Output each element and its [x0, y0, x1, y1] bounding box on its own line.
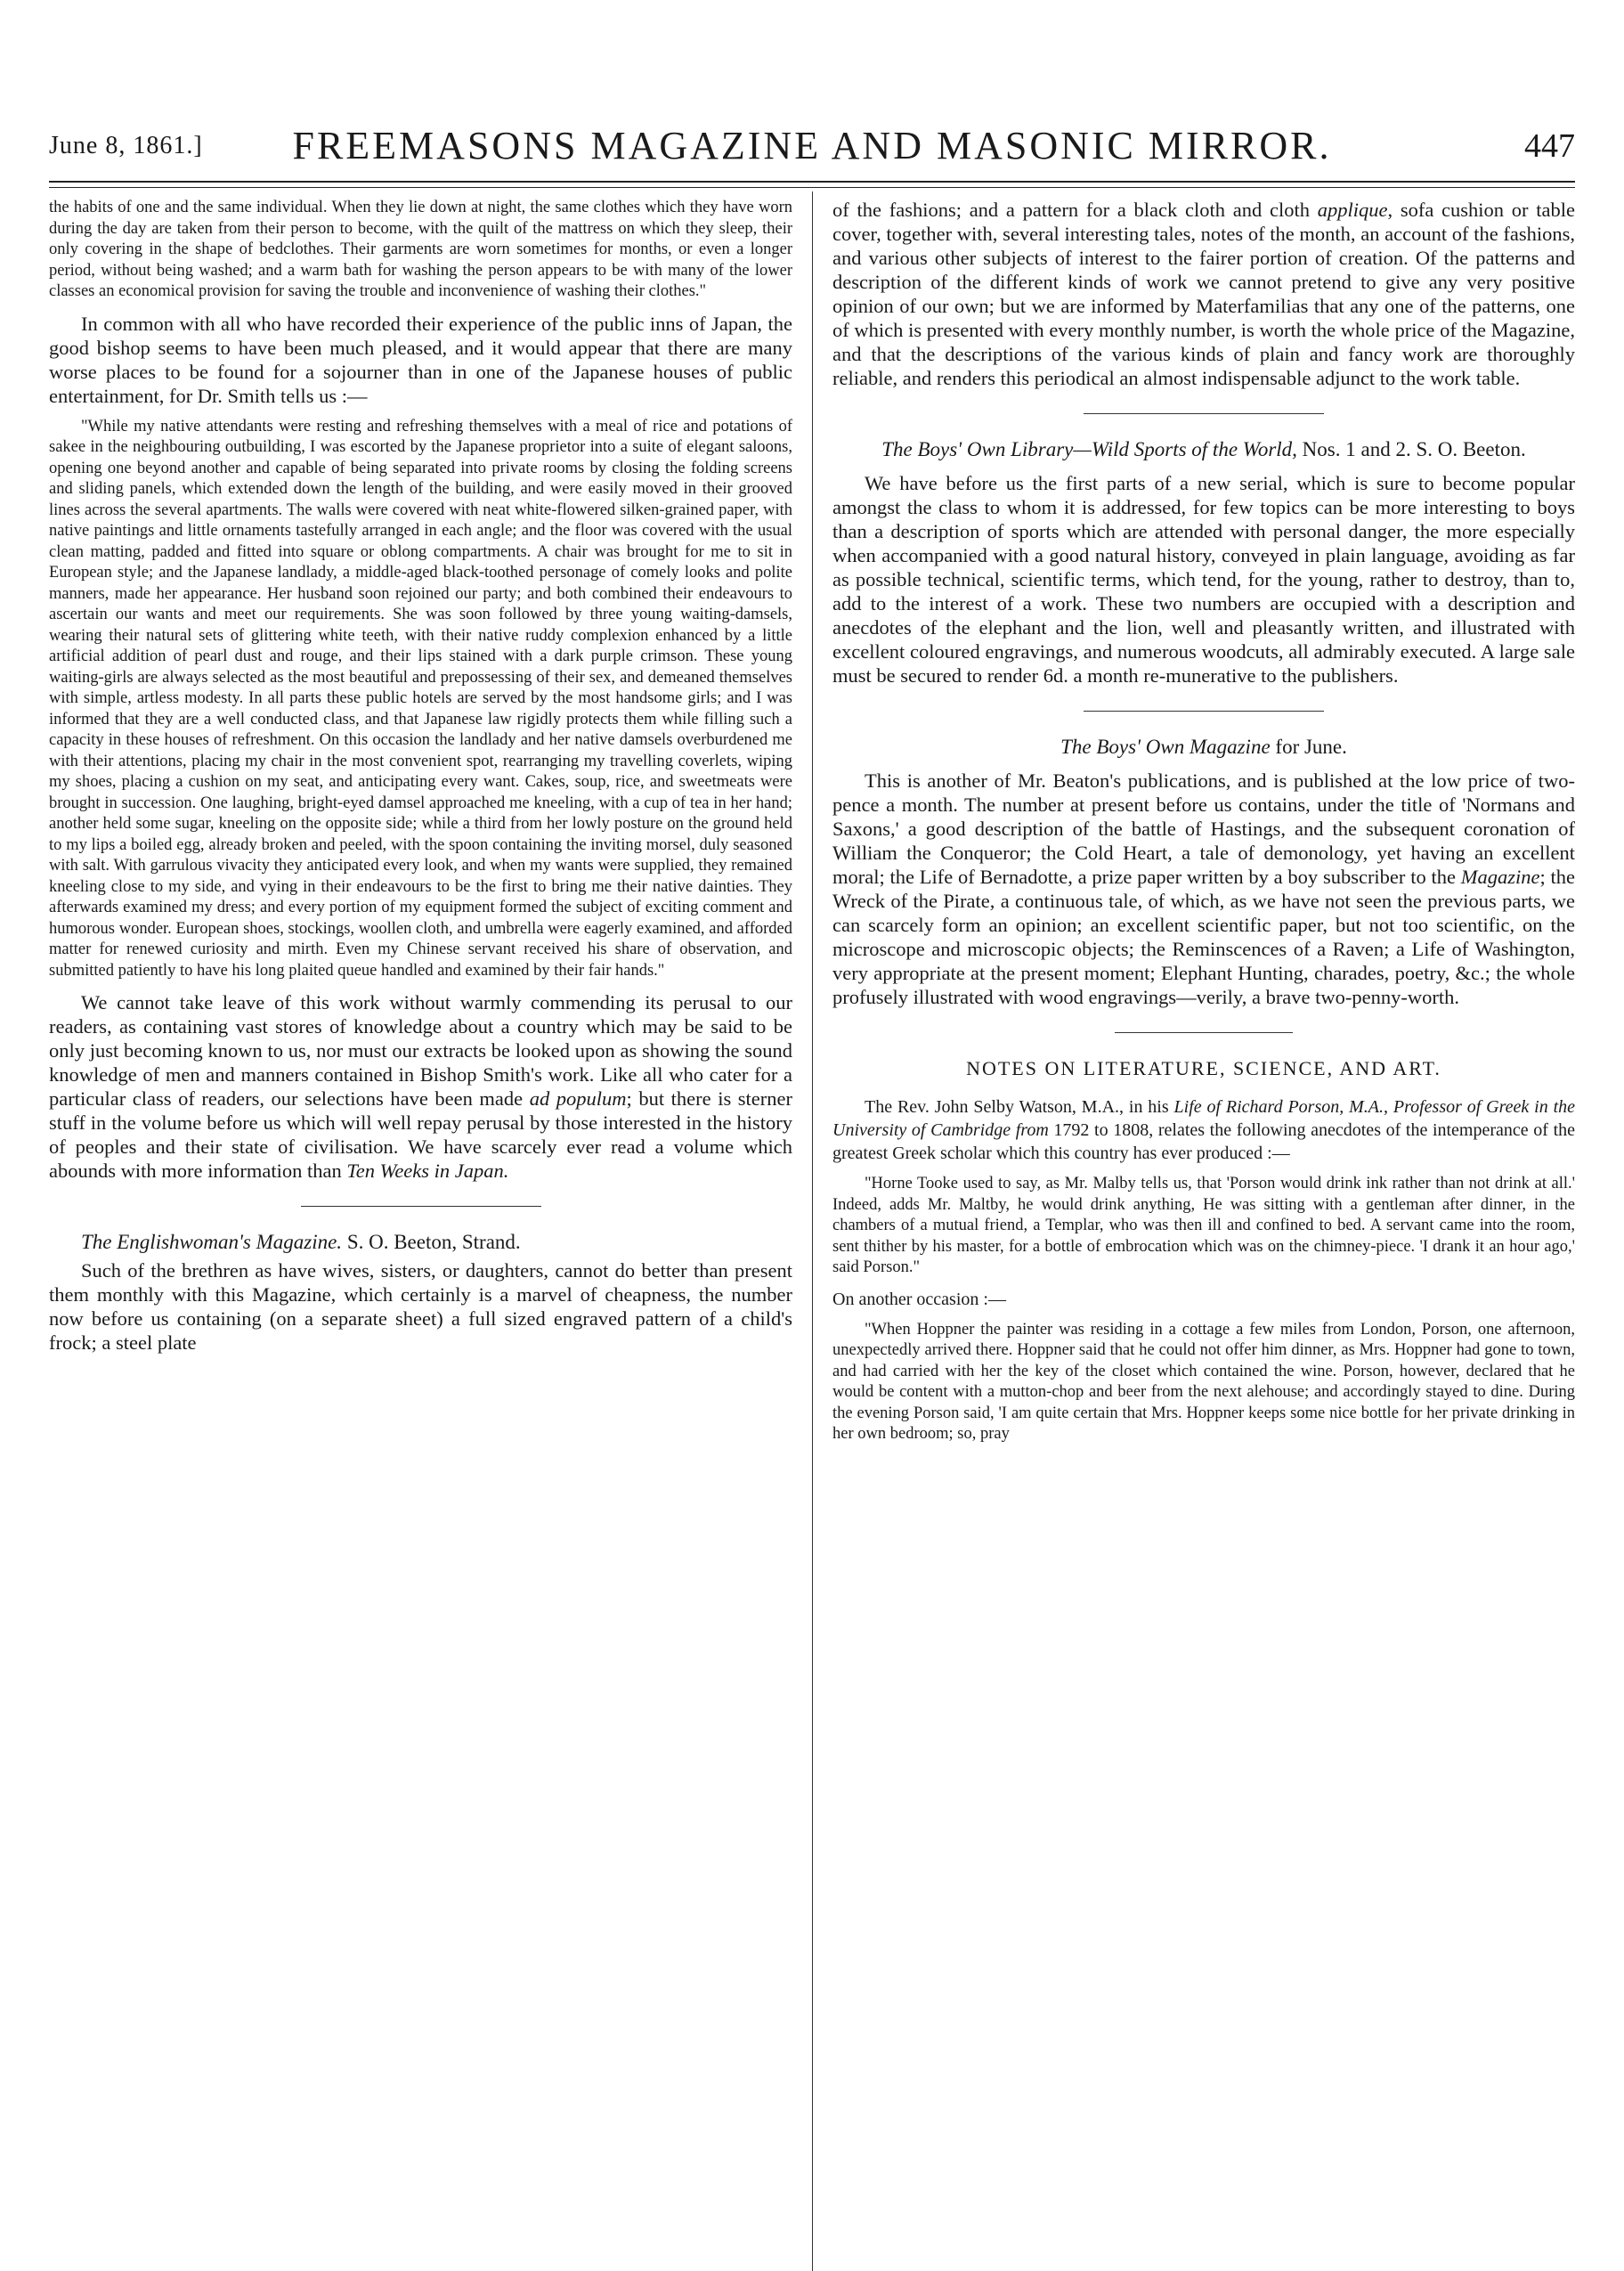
masthead-title: FREEMASONS MAGAZINE AND MASONIC MIRROR. — [292, 124, 1332, 167]
porson-anecdote-one: "Horne Tooke used to say, as Mr. Malby tells us, that 'Porson would drink ink rather than not drink at all.' Indeed, adds Mr. Maltby, he would drink anything, He was sitting with a gentleman after dinner, in the chambers of a mutual friend, a Templar, who was then ill and confined to bed. A servant came into the room, sent thither by his master, for a bottle of embrocation which was on the chimney-piece. 'I drank it an hour ago,' said Porson." — [832, 1175, 1575, 1276]
heading-publisher: Nos. 1 and 2. S. O. Beeton. — [1302, 438, 1526, 460]
japan-hotel-quote: "While my native attendants were resting and refreshing themselves with a meal of rice and potations of sakee in the neighbouring outbuilding, I was escorted by the Japanese proprietor into a suite of elegant saloons, opening one beyond another and capable of being separated into private rooms by closing the folding screens and sliding panels, which extended down the length of the building, and were easily moved in their grooved lines across the several apartments. The walls were covered with neat white-flowered silken-grained paper, with native paintings and little ornaments tastefully arranged in each angle; and the floor was covered with the usual clean matting, padded and fitted into square or oblong compartments. A chair was brought for me to sit in European style; and the Japanese landlady, a middle-aged black-toothed personage of comely looks and polite manners, made her appearance. Her husband soon rejoined our party; and both combined their endeavours to ascertain our wants and meet our requirements. She was soon followed by three young waiting-damsels, wearing their natural sets of glittering white teeth, with their native ruddy complexion enhanced by a little artificial addition of pearl dust and rouge, and their lips stained with a dark purple crimson. These young waiting-girls are always selected as the most beautiful and prepossessing of their sex, and demeaned themselves with simple, artless modesty. In all parts these public hotels are served by the most handsome girls; and I was informed that they are a well conducted class, and that Japanese law rigidly protects them while filling such a capacity in these houses of refreshment. On this occasion the landlady and her native damsels overburdened me with their attentions, placing my chair in the most convenient spot, rearranging my travelling coverlets, wiping my shoes, placing a cushion on my seat, and anticipating every want. Cakes, soup, rice, and sweetmeats were brought in succession. One laughing, bright-eyed damsel approached me kneeling, with a cup of tea in her hand; another held some sugar, kneeling on the opposite side; while a third from her lowly posture on the ground held to my lips a boiled egg, already broken and peeled, with the spoon containing the inviting morsel, duly seasoned with salt. With garrulous vivacity they anticipated every look, and when my wants were supplied, they remained kneeling close to my side, and vying in their endeavours to be the first to bring me their native dainties. They afterwards examined my dress; and every portion of my equipment formed the subject of exciting comment and humorous wonder. European shoes, stockings, woollen cloth, and umbrella were eagerly examined, and afforded matter for renewed curiosity and mirth. Even my Chinese servant received his share of observation, and submitted patiently to have his long plaited queue handled and examined by their fair hands." — [49, 417, 792, 980]
review-text-1: This is another of Mr. Beaton's publications, and is published at the low price of two-pence a month. The number at present before us contains, under the title of 'Normans and Saxons,' a good description of the battle of Hastings, and the subsequent coronation of William the Conqueror; the Cold Heart, a tale of demonology, yet having an excellent moral; the Life of Bernadotte, a prize paper written by a boy subscriber to the — [832, 769, 1575, 888]
conclusion-text-1: We cannot take leave of this work without warmly commending its perusal to our readers, as containing vast stores of knowledge about a country which may be said to be only just becoming known to us, nor must our extracts be looked upon as showing the sound knowledge of men and manners contained in Bishop Smith's work. Like all who cater for a particular class of readers, our selections have been made — [49, 991, 792, 1110]
heading-title: The Boys' Own Magazine — [1060, 736, 1271, 758]
heading-issue: for June. — [1275, 736, 1347, 758]
boys-own-magazine-heading — [832, 735, 1575, 760]
page-number: 447 — [1524, 127, 1575, 165]
review-text-2: , sofa cushion or table cover, together with, several interesting tales, notes of the month, an account of the fashions, and various other subjects of interest to the fairer portion of creation. Of the patterns and description of the different kinds of work we cannot pretend to give any very positive opinion of our own; but we are informed by Materfamilias that any one of the patterns, one of which is presented with every monthly number, is worth the whole price of the Magazine, and that the descriptions of the various kinds of plain and fancy work are thoroughly reliable, and renders this periodical an almost indispensable adjunct to the work table. — [832, 199, 1575, 389]
column-separator — [812, 191, 813, 2271]
englishwomans-magazine-review: Such of the brethren as have wives, sisters, or daughters, cannot do better than present them monthly with this Magazine, which certainly is a marvel of cheapness, the number now before us containing (on a separate sheet) a full sized engraved pattern of a child's frock; a steel plate — [49, 1259, 792, 1354]
issue-date: June 8, 1861.] — [49, 132, 203, 159]
boys-own-magazine-review — [832, 769, 1575, 1009]
header-rule-thick — [49, 181, 1575, 183]
japan-review-conclusion — [49, 990, 792, 1183]
boys-own-library-heading — [832, 437, 1575, 462]
conclusion-italic-2: Ten Weeks in Japan. — [346, 1160, 509, 1182]
conclusion-text-2: ; but there is sterner stuff in the volume before us which will well repay perusal by those interested in the history of peoples and their state of civilisation. We have scarcely ever read a volume which abounds with more information than — [49, 1087, 792, 1182]
heading-title: The Boys' Own Library—Wild Sports of the World, — [881, 438, 1297, 460]
section-divider — [1115, 1032, 1293, 1033]
conclusion-italic-1: ad populum — [529, 1087, 627, 1110]
englishwomans-review-continued — [832, 198, 1575, 390]
review-text-1: of the fashions; and a pattern for a black cloth and cloth — [832, 199, 1318, 221]
review-text-2: ; the Wreck of the Pirate, a continuous tale, of which, as we have not seen the previous parts, we can scarcely form an opinion; an excellent scientific paper, but not too scientific, on the microscope and microscopic objects; the Reminscences of a Raven; a Life of Washington, very appropriate at the present moment; Elephant Hunting, charades, poetry, &c.; the whole profusely illustrated with wood engravings—verily, a brave two-penny-worth. — [832, 866, 1575, 1008]
intro-text-2: 1792 to 1808, relates the following anecdotes of the intemperance of the greatest Greek scholar which this country has ever produced :— — [832, 1120, 1575, 1163]
notes-section-heading: NOTES ON LITERATURE, SCIENCE, AND ART. — [966, 1057, 1441, 1079]
heading-title: The Englishwoman's Magazine. — [81, 1231, 343, 1253]
intro-italic: Life of Richard Porson, M.A., Professor of Greek in the University of Cambridge from — [832, 1097, 1575, 1140]
section-divider — [301, 1206, 541, 1207]
header-rule-thin — [49, 187, 1575, 188]
section-divider — [1084, 711, 1324, 712]
review-italic: applique — [1317, 199, 1388, 221]
heading-publisher: S. O. Beeton, Strand. — [346, 1231, 521, 1253]
japan-quote-continued: the habits of one and the same individual. When they lie down at night, the same clothes which they have worn during the day are taken from their person to become, with the quilt of the mattress on which they sleep, their only covering in the shape of bedclothes. Their garments are worn sometimes for months, or even a longer period, without being washed; and a warm bath for washing the person appears to be with many of the lower classes an economical provision for saving the trouble and inconvenience of washing their clothes." — [49, 199, 792, 300]
left-column — [49, 198, 792, 2271]
porson-intro — [832, 1095, 1575, 1165]
englishwomans-magazine-heading — [81, 1230, 792, 1255]
right-column — [832, 198, 1575, 2271]
review-italic: Magazine — [1460, 866, 1540, 888]
japan-inns-paragraph: In common with all who have recorded their experience of the public inns of Japan, the good bishop seems to have been much pleased, and it would appear that there are many worse places to be found for a sojourner than in one of the Japanese houses of public entertainment, for Dr. Smith tells us :— — [49, 312, 792, 407]
boys-own-library-review: We have before us the first parts of a new serial, which is sure to become popular amongst the class to whom it is addressed, for few topics can be more interesting to boys than a description of sports which are attended with personal danger, the more especially when accompanied with a good natural history, conveyed in plain language, avoiding as far as possible technical, scientific terms, which tend, for the young, rather to destroy, than to, add to the interest of a work. These two numbers are occupied with a description and anecdotes of the elephant and the lion, well and pleasantly written, and illustrated with excellent coloured engravings, and numerous woodcuts, all admirably executed. A large sale must be secured to render 6d. a month re-munerative to the publishers. — [832, 472, 1575, 687]
another-occasion: On another occasion :— — [832, 1289, 1006, 1309]
intro-text-1: The Rev. John Selby Watson, M.A., in his — [865, 1097, 1174, 1117]
porson-anecdote-two: "When Hoppner the painter was residing in a cottage a few miles from London, Porson, one afternoon, unexpectedly arrived there. Hoppner said that he could not offer him dinner, as Mrs. Hoppner had gone to town, and had carried with her the key of the closet which contained the wine. Porson, however, declared that he would be content with a mutton-chop and beer from the next alehouse; and accordingly stayed to dine. During the evening Porson said, 'I am quite certain that Mrs. Hoppner keeps some nice bottle for her private drinking in her own bedroom; so, pray — [832, 1320, 1575, 1443]
page-header — [49, 116, 1575, 169]
section-divider — [1084, 413, 1324, 414]
